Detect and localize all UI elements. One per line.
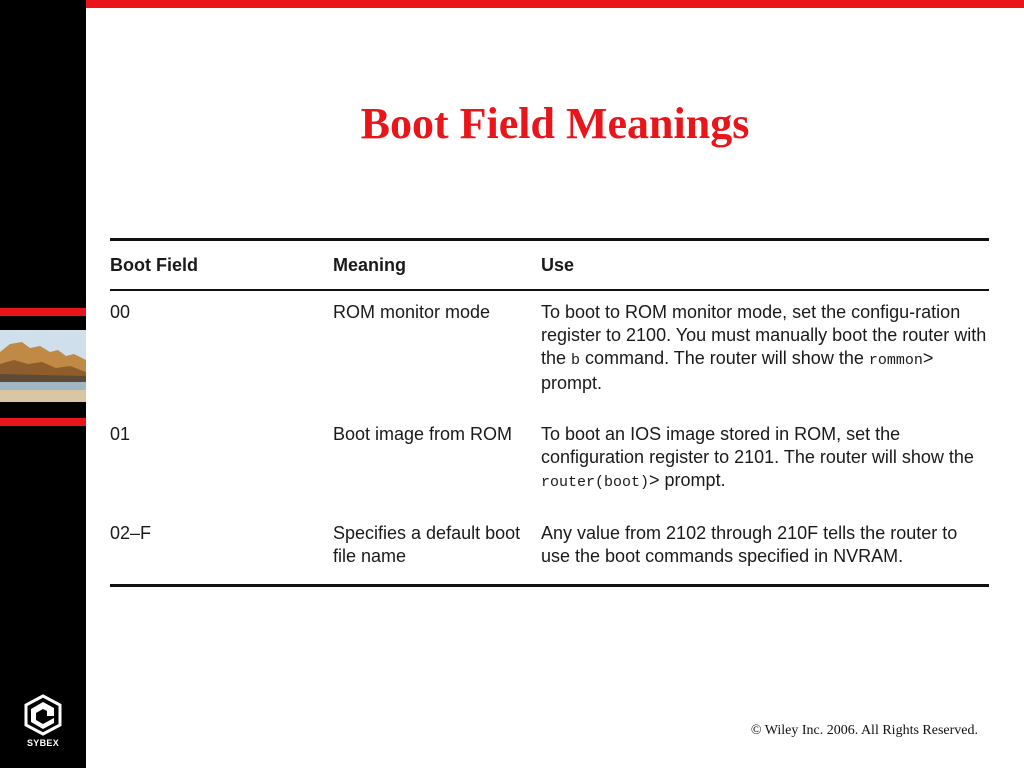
sidebar-red-stripe-top — [0, 308, 86, 316]
cell-boot-field: 00 — [110, 302, 131, 322]
cell-meaning: Specifies a default boot file name — [333, 514, 541, 586]
sybex-logo-text: SYBEX — [26, 738, 59, 748]
sybex-cube-icon — [23, 694, 63, 736]
inline-code: rommon — [868, 352, 923, 369]
header-meaning: Meaning — [333, 240, 541, 291]
slide-title: Boot Field Meanings — [360, 99, 750, 148]
use-text: Any value from 2102 through 210F tells the router to use the boot commands specified in NVRAM. — [541, 523, 958, 566]
cell-use — [541, 514, 989, 586]
cell-boot-field: 02–F — [110, 514, 333, 586]
cell-boot-field: 01 — [110, 424, 131, 444]
use-text: > prompt. — [649, 470, 726, 490]
sybex-logo — [14, 694, 72, 764]
coastline-photo-icon — [0, 330, 86, 402]
table-header-row — [110, 240, 989, 291]
header-use: Use — [541, 240, 989, 291]
cell-use — [541, 415, 989, 514]
left-sidebar-band — [0, 0, 86, 768]
top-accent-bar — [0, 0, 1024, 8]
use-text: To boot to ROM monitor mode, set the configu-ration register to 2100. You must manually boot the router with the — [541, 302, 987, 368]
use-text: > prompt. — [541, 348, 934, 393]
table-row — [110, 415, 989, 514]
inline-code: b — [571, 352, 581, 369]
cell-meaning: ROM monitor mode — [333, 302, 491, 322]
inline-code: router(boot) — [541, 474, 650, 491]
use-text: To boot an IOS image stored in ROM, set the configuration register to 2101. The router will show the — [541, 424, 974, 467]
cell-meaning: Boot image from ROM — [333, 424, 513, 444]
table-row — [110, 290, 989, 415]
table-row — [110, 514, 989, 586]
copyright-footer: © Wiley Inc. 2006. All Rights Reserved. — [750, 723, 978, 738]
coastline-photo-image — [0, 330, 86, 402]
cell-use — [541, 290, 989, 415]
use-text: command. The router will show the — [580, 348, 869, 368]
header-boot-field: Boot Field — [110, 240, 333, 291]
sidebar-red-stripe-bottom — [0, 418, 86, 426]
boot-field-table — [110, 238, 989, 587]
